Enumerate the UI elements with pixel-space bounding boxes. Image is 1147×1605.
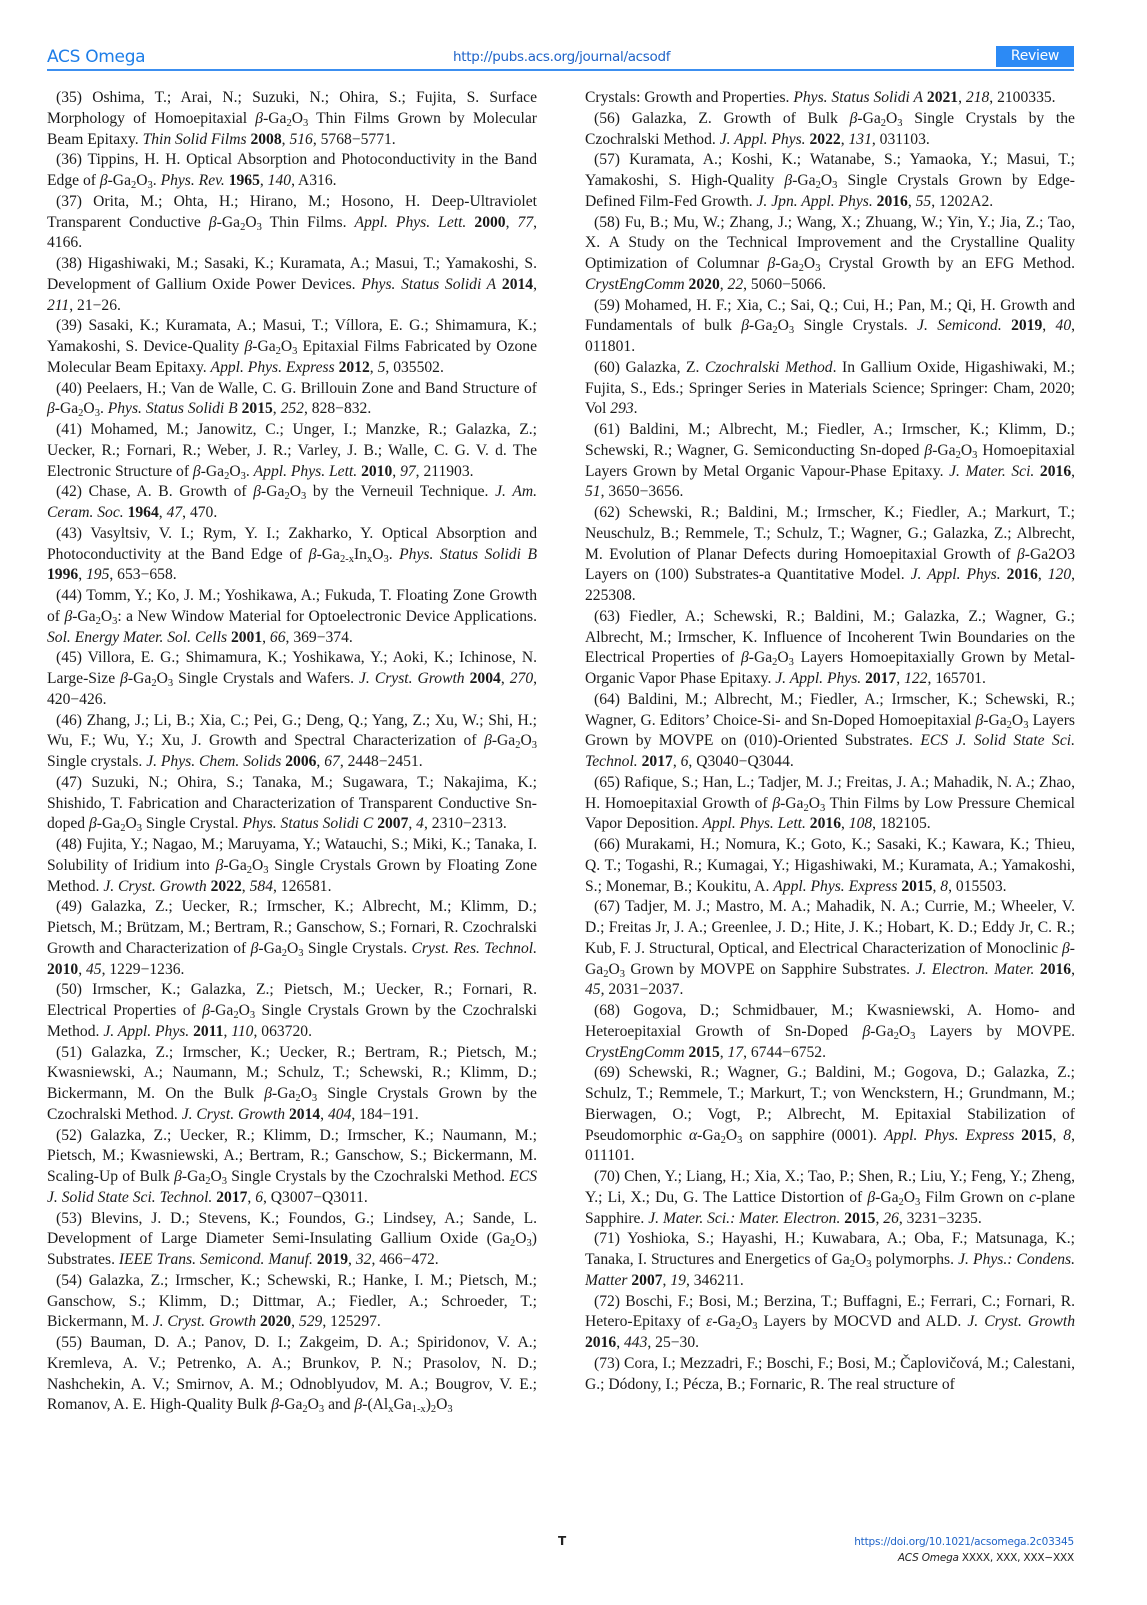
reference-entry-40: (40) Peelaers, H.; Van de Walle, C. G. Brillouin Zone and Band Structure of $\beta-Ga_2O_3$. Phys. Status Solidi B 2015, 252, 828−832. — [47, 379, 537, 420]
reference-entry-41: (41) Mohamed, M.; Janowitz, C.; Unger, I.; Manzke, R.; Galazka, Z.; Uecker, R.; Fornari, R.; Weber, J. R.; Varley, J. B.; Walle, C. G. V. d. The Electronic Structure of $\beta-Ga_2O_3$. Appl. Phys. Lett. 2010, 97, 211903. — [47, 421, 537, 482]
journal-name[interactable]: ACS Omega — [47, 47, 146, 67]
reference-entry-55-cont: Crystals: Growth and Properties. Phys. Status Solidi A 2021, 218, 2100335. — [585, 89, 1056, 106]
reference-entry-71: (71) Yoshioka, S.; Hayashi, H.; Kuwabara, A.; Oba, F.; Matsunaga, K.; Tanaka, I. Structures and Energetics of $Ga_2O_3$ polymorphs. J. Phys.: Condens. Matter 2007, 19, 346211. — [585, 1230, 1076, 1289]
reference-entry-66: (66) Murakami, H.; Nomura, K.; Goto, K.; Sasaki, K.; Kawara, K.; Thieu, Q. T.; Togashi, R.; Kumagai, Y.; Higashiwaki, M.; Kuramata, A.; Yamakoshi, S.; Monemar, B.; Koukitu, A. Appl. Phys. Express 2015, 8, 015503. — [585, 836, 1075, 895]
page-header — [47, 44, 1074, 70]
journal-url-link[interactable]: http://pubs.acs.org/journal/acsodf — [453, 49, 671, 65]
citation-journal: ACS Omega — [897, 1552, 959, 1564]
reference-entry-58: (58) Fu, B.; Mu, W.; Zhang, J.; Wang, X.; Zhuang, W.; Yin, Y.; Jia, Z.; Tao, X. A Study on the Technical Improvement and the Crystalline Quality Optimization of Columnar $\beta-Ga_2O_3$ Crystal Growth by an EFG Method. CrystEngComm 2020, 22, 5060−5066. — [585, 213, 1075, 293]
reference-entry-61: (61) Baldini, M.; Albrecht, M.; Fiedler, A.; Irmscher, K.; Klimm, D.; Schewski, R.; Wagner, G. Semiconducting Sn-doped $\beta-Ga_2O_3$ Homoepitaxial Layers Grown by Metal Organic Vapour-Phase Epitaxy. J. Mater. Sci. 2016, 51, 3650−3656. — [585, 421, 1076, 501]
reference-entry-56: (56) Galazka, Z. Growth of Bulk $\beta-Ga_2O_3$ Single Crystals by the Czochralski Method. J. Appl. Phys. 2022, 131, 031103. — [585, 109, 1075, 148]
page-number: T — [558, 1534, 567, 1548]
reference-entry-45: (45) Villora, E. G.; Shimamura, K.; Yoshikawa, Y.; Aoki, K.; Ichinose, N. Large-Size $\beta-Ga_2O_3$ Single Crystals and Wafers. J. Cryst. Growth 2004, 270, 420−426. — [47, 649, 538, 708]
reference-entry-54: (54) Galazka, Z.; Irmscher, K.; Schewski, R.; Hanke, I. M.; Pietsch, M.; Ganschow, S.; Klimm, D.; Dittmar, A.; Fiedler, A.; Schroeder, T.; Bickermann, M. J. Cryst. Growth 2020, 529, 125297. — [47, 1271, 537, 1331]
reference-entry-43: (43) Vasyltsiv, V. I.; Rym, Y. I.; Zakharko, Y. Optical Absorption and Photoconductivity at the Band Edge of $\beta-Ga_{2-x}In_xO_3$. Phys. Status Solidi B 1996, 195, 653−658. — [47, 524, 537, 584]
reference-entry-39: (39) Sasaki, K.; Kuramata, A.; Masui, T.; Víllora, E. G.; Shimamura, K.; Yamakoshi, S. Device-Quality $\beta-Ga_2O_3$ Epitaxial Films Fabricated by Ozone Molecular Beam Epitaxy. Appl. Phys. Express 2012, 5, 035502. — [47, 317, 538, 376]
reference-entry-68: (68) Gogova, D.; Schmidbauer, M.; Kwasniewski, A. Homo- and Heteroepitaxial Growth of Sn-Doped $\beta-Ga_2O_3$ Layers by MOVPE. CrystEngComm 2015, 17, 6744−6752. — [585, 1002, 1075, 1061]
reference-entry-60: (60) Galazka, Z. Czochralski Method. In Gallium Oxide, Higashiwaki, M.; Fujita, S., Eds.; Springer Series in Materials Science; Springer: Cham, 2020; Vol 293. — [585, 358, 1075, 418]
header-divider — [47, 69, 1074, 71]
reference-entry-51: (51) Galazka, Z.; Irmscher, K.; Uecker, R.; Bertram, R.; Pietsch, M.; Kwasniewski, A.; Naumann, M.; Schulz, T.; Schewski, R.; Klimm, D.; Bickermann, M. On the Bulk $\beta-Ga_2O_3$ Single Crystals Grown by the Czochralski Method. J. Cryst. Growth 2014, 404, 184−191. — [47, 1043, 537, 1123]
reference-entry-37: (37) Orita, M.; Ohta, H.; Hirano, M.; Hosono, H. Deep-Ultraviolet Transparent Conductive $\beta-Ga_2O_3$ Thin Films. Appl. Phys. Lett. 2000, 77, 4166. — [47, 192, 538, 252]
references-column-left — [47, 88, 537, 1416]
reference-entry-52: (52) Galazka, Z.; Uecker, R.; Klimm, D.; Irmscher, K.; Naumann, M.; Pietsch, M.; Kwasniewski, A.; Bertram, R.; Ganschow, S.; Bickermann, M. Scaling-Up of Bulk $\beta-Ga_2O_3$ Single Crystals by the Czochralski Method. ECS J. Solid State Sci. Technol. 2017, 6, Q3007−Q3011. — [47, 1126, 537, 1206]
reference-entry-63: (63) Fiedler, A.; Schewski, R.; Baldini, M.; Galazka, Z.; Wagner, G.; Albrecht, M.; Irmscher, K. Influence of Incoherent Twin Boundaries on the Electrical Properties of $\beta-Ga_2O_3$ Layers Homoepitaxially Grown by Metal-Organic Vapor Phase Epitaxy. J. Appl. Phys. 2017, 122, 165701. — [585, 607, 1075, 687]
reference-entry-50: (50) Irmscher, K.; Galazka, Z.; Pietsch, M.; Uecker, R.; Fornari, R. Electrical Properties of $\beta-Ga_2O_3$ Single Crystals Grown by the Czochralski Method. J. Appl. Phys. 2011, 110, 063720. — [47, 981, 537, 1040]
reference-entry-57: (57) Kuramata, A.; Koshi, K.; Watanabe, S.; Yamaoka, Y.; Masui, T.; Yamakoshi, S. High-Quality $\beta-Ga_2O_3$ Single Crystals Grown by Edge-Defined Film-Fed Growth. J. Jpn. Appl. Phys. 2016, 55, 1202A2. — [585, 151, 1075, 210]
reference-entry-69: (69) Schewski, R.; Wagner, G.; Baldini, M.; Gogova, D.; Galazka, Z.; Schulz, T.; Remmele, T.; Markurt, T.; von Wenckstern, H.; Grundmann, M.; Bierwagen, O.; Vogt, P.; Albrecht, M. Epitaxial Stabilization of Pseudomorphic $\alpha-Ga_2O_3$ on sapphire (0001). Appl. Phys. Express 2015, 8, 011101. — [585, 1064, 1075, 1165]
reference-entry-59: (59) Mohamed, H. F.; Xia, C.; Sai, Q.; Cui, H.; Pan, M.; Qi, H. Growth and Fundamentals of bulk $\beta-Ga_2O_3$ Single Crystals. J. Semicond. 2019, 40, 011801. — [585, 296, 1076, 355]
reference-entry-53: (53) Blevins, J. D.; Stevens, K.; Foundos, G.; Lindsey, A.; Sande, L. Development of Large Diameter Semi-Insulating Gallium Oxide $(Ga_2O_3)$ Substrates. IEEE Trans. Semicond. Manuf. 2019, 32, 466−472. — [47, 1209, 537, 1268]
doi-link[interactable]: https://doi.org/10.1021/acsomega.2c03345 — [854, 1536, 1074, 1548]
reference-entry-46: (46) Zhang, J.; Li, B.; Xia, C.; Pei, G.; Deng, Q.; Yang, Z.; Xu, W.; Shi, H.; Wu, F.; Wu, Y.; Xu, J. Growth and Spectral Characterization of $\beta-Ga_2O_3$ Single crystals. J. Phys. Chem. Solids 2006, 67, 2448−2451. — [47, 711, 537, 770]
reference-entry-73: (73) Cora, I.; Mezzadri, F.; Boschi, F.; Bosi, M.; Čaplovičová, M.; Calestani, G.; Dódony, I.; Pécza, B.; Fornaric, R. The real structure of — [585, 1354, 1075, 1393]
reference-entry-65: (65) Rafique, S.; Han, L.; Tadjer, M. J.; Freitas, J. A.; Mahadik, N. A.; Zhao, H. Homoepitaxial Growth of $\beta-Ga_2O_3$ Thin Films by Low Pressure Chemical Vapor Deposition. Appl. Phys. Lett. 2016, 108, 182105. — [585, 773, 1075, 833]
reference-entry-67: (67) Tadjer, M. J.; Mastro, M. A.; Mahadik, N. A.; Currie, M.; Wheeler, V. D.; Freitas Jr, J. A.; Greenlee, J. D.; Hite, J. K.; Hobart, K. D.; Eddy Jr, C. R.; Kub, F. J. Structural, Optical, and Electrical Characterization of Monoclinic $\beta-Ga_2O_3$ Grown by MOVPE on Sapphire Substrates. J. Electron. Mater. 2016, 45, 2031−2037. — [585, 898, 1075, 999]
reference-entry-49: (49) Galazka, Z.; Uecker, R.; Irmscher, K.; Albrecht, M.; Klimm, D.; Pietsch, M.; Brützam, M.; Bertram, R.; Ganschow, S.; Fornari, R. Czochralski Growth and Characterization of $\beta-Ga_2O_3$ Single Crystals. Cryst. Res. Technol. 2010, 45, 1229−1236. — [47, 898, 538, 978]
reference-entry-42: (42) Chase, A. B. Growth of $\beta-Ga_2O_3$ by the Verneuil Technique. J. Am. Ceram. Soc. 1964, 47, 470. — [47, 483, 538, 521]
reference-entry-48: (48) Fujita, Y.; Nagao, M.; Maruyama, Y.; Watauchi, S.; Miki, K.; Tanaka, I. Solubility of Iridium into $\beta-Ga_2O_3$ Single Crystals Grown by Floating Zone Method. J. Cryst. Growth 2022, 584, 126581. — [47, 836, 537, 895]
reference-entry-36: (36) Tippins, H. H. Optical Absorption and Photoconductivity in the Band Edge of $\beta-Ga_2O_3$. Phys. Rev. 1965, 140, A316. — [47, 151, 537, 191]
article-type-badge: Review — [996, 46, 1074, 67]
reference-entry-44: (44) Tomm, Y.; Ko, J. M.; Yoshikawa, A.; Fukuda, T. Floating Zone Growth of $\beta-Ga_2O_3$: a New Window Material for Optoelectronic Device Applications. Sol. Energy Mater. Sol. Cells 2001, 66, 369−374. — [47, 587, 537, 646]
reference-entry-70: (70) Chen, Y.; Liang, H.; Xia, X.; Tao, P.; Shen, R.; Liu, Y.; Feng, Y.; Zheng, Y.; Li, X.; Du, G. The Lattice Distortion of $\beta-Ga_2O_3$ Film Grown on c-plane Sapphire. J. Mater. Sci.: Mater. Electron. 2015, 26, 3231−3235. — [585, 1168, 1075, 1227]
citation-line — [898, 1552, 1074, 1564]
reference-entry-38: (38) Higashiwaki, M.; Sasaki, K.; Kuramata, A.; Masui, T.; Yamakoshi, S. Development of Gallium Oxide Power Devices. Phys. Status Solidi A 2014, 211, 21−26. — [47, 255, 537, 314]
reference-entry-55: (55) Bauman, D. A.; Panov, D. I.; Zakgeim, D. A.; Spiridonov, V. A.; Kremleva, A. V.; Petrenko, A. A.; Brunkov, P. N.; Prasolov, N. D.; Nashchekin, A. V.; Smirnov, A. M.; Odnoblyudov, M. A.; Bougrov, V. E.; Romanov, A. E. High-Quality Bulk $\beta-Ga_2O_3$ and $\beta-(Al_xGa_{1-x})_2O_3$ — [47, 1334, 537, 1416]
reference-entry-62: (62) Schewski, R.; Baldini, M.; Irmscher, K.; Fiedler, A.; Markurt, T.; Neuschulz, B.; Remmele, T.; Schulz, T.; Wagner, G.; Galazka, Z.; Albrecht, M. Evolution of Planar Defects during Homoepitaxial Growth of β-Ga2O3 Layers on (100) Substrates-a Quantitative Model. J. Appl. Phys. 2016, 120, 225308. — [585, 504, 1076, 604]
reference-entry-72: (72) Boschi, F.; Bosi, M.; Berzina, T.; Buffagni, E.; Ferrari, C.; Fornari, R. Hetero-Epitaxy of $\varepsilon-Ga_2O_3$ Layers by MOCVD and ALD. J. Cryst. Growth 2016, 443, 25−30. — [585, 1292, 1075, 1351]
citation-details: XXXX, XXX, XXX−XXX — [958, 1552, 1074, 1564]
reference-entry-35: (35) Oshima, T.; Arai, N.; Suzuki, N.; Ohira, S.; Fujita, S. Surface Morphology of Homoepitaxial $\beta-Ga_2O_3$ Thin Films Grown by Molecular Beam Epitaxy. Thin Solid Films 2008, 516, 5768−5771. — [47, 89, 537, 148]
reference-entry-64: (64) Baldini, M.; Albrecht, M.; Fiedler, A.; Irmscher, K.; Schewski, R.; Wagner, G. Editors’ Choice-Si- and Sn-Doped Homoepitaxial $\beta-Ga_2O_3$ Layers Grown by MOVPE on (010)-Oriented Substrates. ECS J. Solid State Sci. Technol. 2017, 6, Q3040−Q3044. — [585, 690, 1075, 770]
reference-entry-47: (47) Suzuki, N.; Ohira, S.; Tanaka, M.; Sugawara, T.; Nakajima, K.; Shishido, T. Fabrication and Characterization of Transparent Conductive Sn-doped $\beta-Ga_2O_3$ Single Crystal. Phys. Status Solidi C 2007, 4, 2310−2313. — [47, 773, 537, 835]
references-column-right — [585, 88, 1075, 1395]
